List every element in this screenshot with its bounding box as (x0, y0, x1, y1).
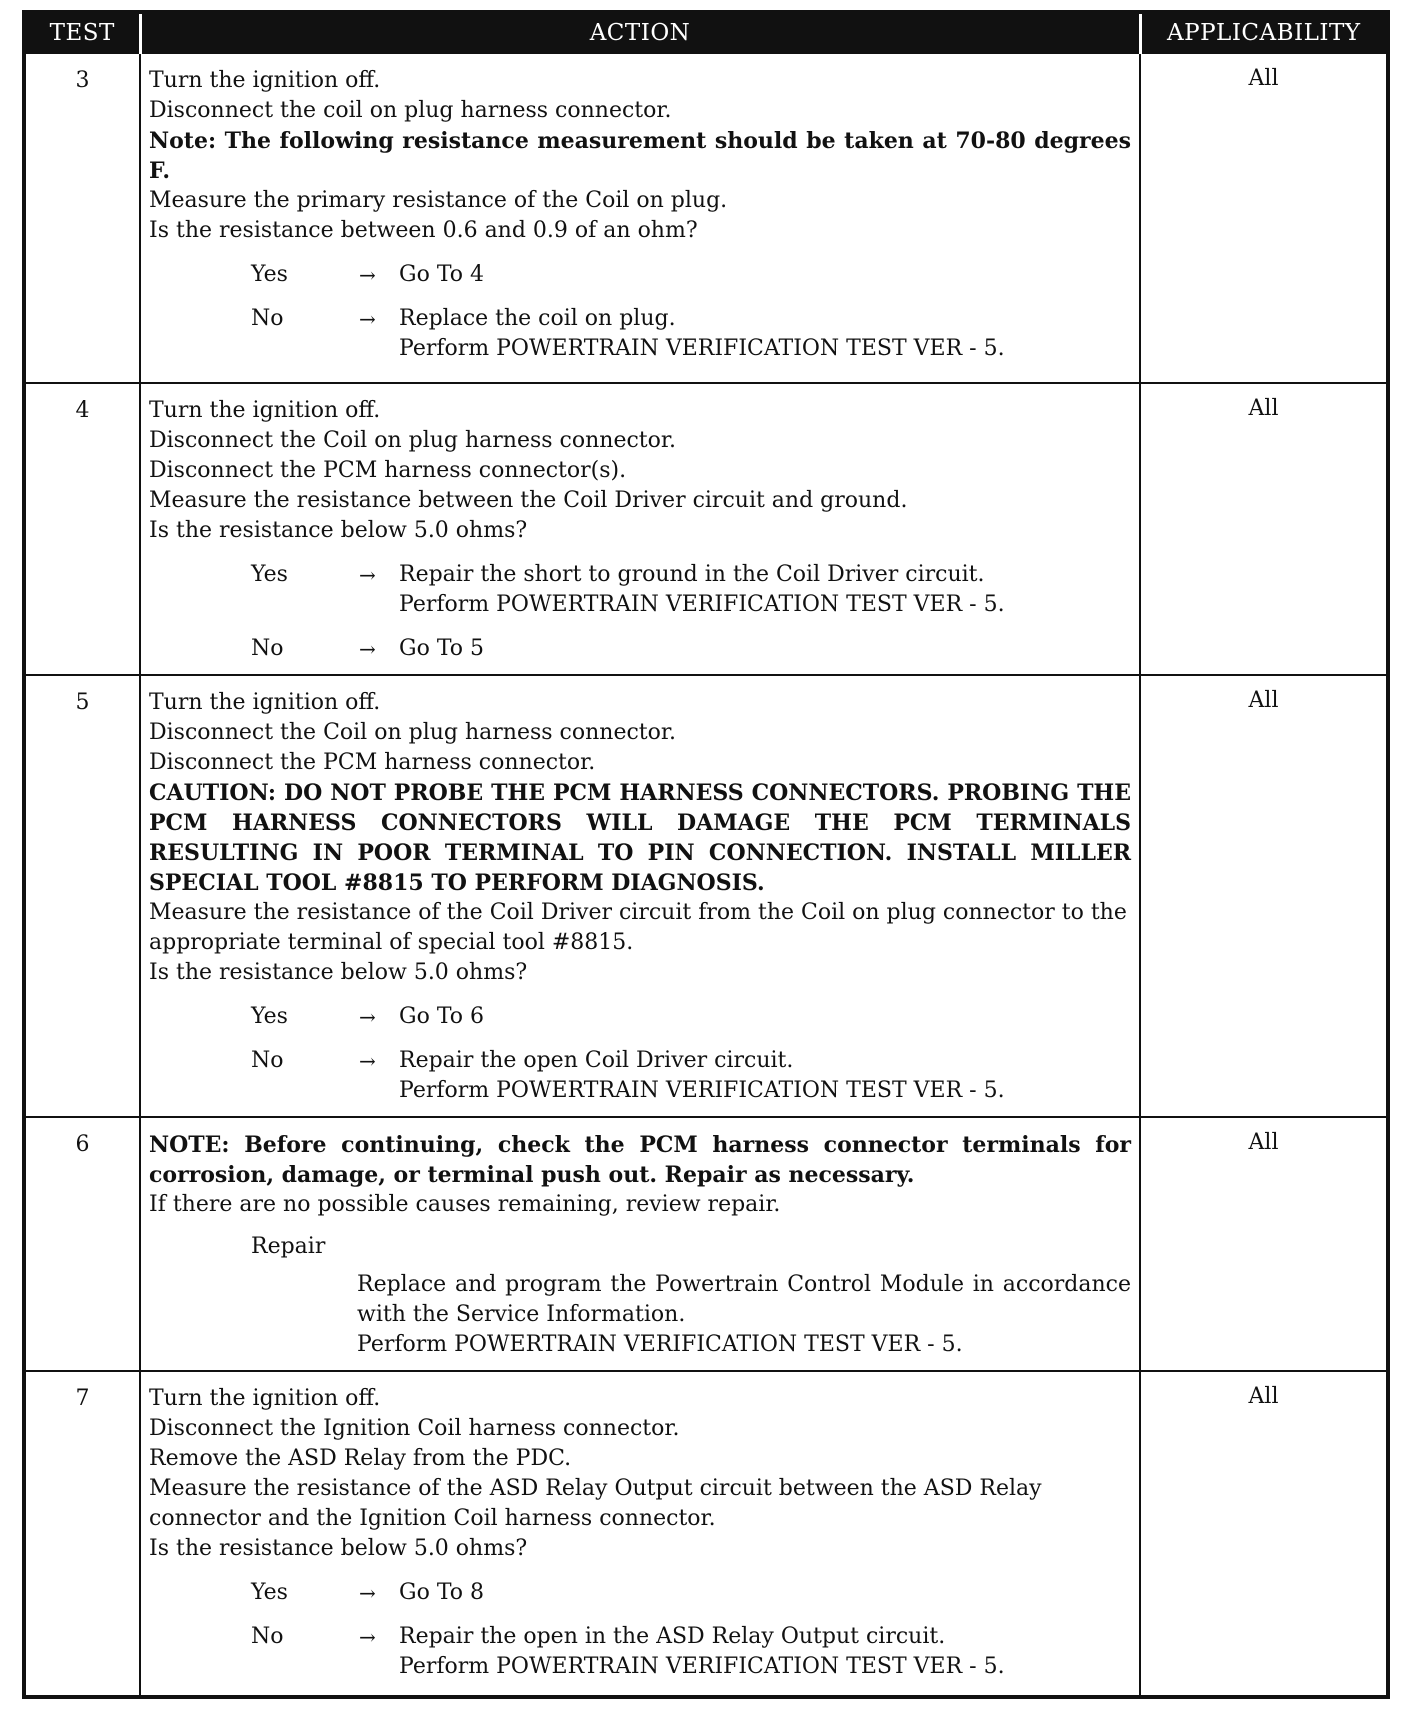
result-line: Perform POWERTRAIN VERIFICATION TEST VER - 5. (399, 592, 1005, 617)
table-row (24, 383, 1388, 675)
instruction-text: Is the resistance below 5.0 ohms? (149, 960, 528, 985)
choice-no (149, 1046, 1131, 1106)
action-cell (140, 1117, 1140, 1371)
choice-label: No (251, 636, 284, 661)
instruction-text: If there are no possible causes remaining, review repair. (149, 1192, 781, 1217)
choice-result (399, 1046, 1131, 1106)
instruction-text: Turn the ignition off. (149, 1386, 381, 1411)
table-row (24, 675, 1388, 1117)
test-number: 5 (24, 675, 140, 1117)
instruction-text: Remove the ASD Relay from the PDC. (149, 1446, 572, 1471)
repair-label: Repair (251, 1234, 326, 1259)
choice-label: Yes (251, 1580, 288, 1605)
result-line: Go To 6 (399, 1004, 485, 1029)
applicability-value: All (1140, 1117, 1388, 1371)
choice-label: Yes (251, 562, 288, 587)
result-line: Go To 4 (399, 262, 485, 287)
result-line: Repair the open Coil Driver circuit. (399, 1048, 794, 1073)
action-cell (140, 675, 1140, 1117)
instruction-text: Disconnect the Ignition Coil harness connector. (149, 1416, 680, 1441)
action-cell (140, 383, 1140, 675)
arrow-right-icon: → (359, 1625, 376, 1649)
table-row (24, 53, 1388, 383)
arrow-right-icon: → (359, 1005, 376, 1029)
table-row (24, 1117, 1388, 1371)
result-line: Perform POWERTRAIN VERIFICATION TEST VER - 5. (399, 1078, 1005, 1103)
header-test: TEST (24, 12, 140, 53)
arrow-right-icon: → (359, 1049, 376, 1073)
test-number: 7 (24, 1371, 140, 1697)
choice-result (399, 304, 1131, 364)
result-line: Go To 5 (399, 636, 485, 661)
result-line: Replace the coil on plug. (399, 306, 676, 331)
test-number: 4 (24, 383, 140, 675)
choice-label: No (251, 306, 284, 331)
applicability-value: All (1140, 383, 1388, 675)
instruction-text: Is the resistance below 5.0 ohms? (149, 1536, 528, 1561)
choice-result (399, 1622, 1131, 1682)
repair-body (251, 1270, 1131, 1360)
table-row (24, 1371, 1388, 1697)
repair-line: Perform POWERTRAIN VERIFICATION TEST VER - 5. (357, 1332, 963, 1357)
choice-label: Yes (251, 262, 288, 287)
arrow-right-icon: → (359, 307, 376, 331)
note-text: NOTE: Before continuing, check the PCM harness connector terminals for corrosion, damage, or terminal push out. Repair as necessary. (149, 1132, 1131, 1188)
applicability-value: All (1140, 675, 1388, 1117)
action-cell (140, 53, 1140, 383)
choice-result (399, 260, 1131, 290)
repair-line: Replace and program the Powertrain Control Module in accordance with the Service Information. (357, 1272, 1131, 1327)
instruction-text: Measure the resistance between the Coil Driver circuit and ground. (149, 488, 908, 513)
choice-result (399, 1002, 1131, 1032)
instruction-text: Disconnect the Coil on plug harness connector. (149, 720, 676, 745)
result-line: Repair the open in the ASD Relay Output circuit. (399, 1624, 946, 1649)
document-page (22, 10, 1386, 1722)
note-text: CAUTION: DO NOT PROBE THE PCM HARNESS CONNECTORS. PROBING THE PCM HARNESS CONNECTORS WILL DAMAGE THE PCM TERMINALS RESULTING IN POOR TERMINAL TO PIN CONNECTION. INSTALL MILLER SPECIAL TOOL #8815 TO PERFORM DIAGNOSIS. (149, 780, 1131, 896)
instruction-text: Measure the resistance of the Coil Driver circuit from the Coil on plug connector to the appropriate terminal of special tool #8815. (149, 900, 1127, 955)
table-header-row (24, 12, 1388, 53)
choice-result (399, 1578, 1131, 1608)
instruction-text: Turn the ignition off. (149, 68, 381, 93)
arrow-right-icon: → (359, 1581, 376, 1605)
choice-no (149, 304, 1131, 364)
instruction-text: Disconnect the Coil on plug harness connector. (149, 428, 676, 453)
arrow-right-icon: → (359, 637, 376, 661)
result-line: Repair the short to ground in the Coil Driver circuit. (399, 562, 985, 587)
instruction-text: Disconnect the PCM harness connector(s). (149, 458, 627, 483)
arrow-right-icon: → (359, 563, 376, 587)
choice-result (399, 634, 1131, 664)
instruction-text: Is the resistance between 0.6 and 0.9 of an ohm? (149, 218, 698, 243)
action-cell (140, 1371, 1140, 1697)
arrow-right-icon: → (359, 263, 376, 287)
choice-label: Yes (251, 1004, 288, 1029)
test-number: 3 (24, 53, 140, 383)
header-action: ACTION (140, 12, 1140, 53)
instruction-text: Disconnect the coil on plug harness connector. (149, 98, 672, 123)
choice-label: No (251, 1048, 284, 1073)
choice-result (399, 560, 1131, 620)
diagnostic-table (22, 10, 1390, 1699)
result-line: Go To 8 (399, 1580, 485, 1605)
applicability-value: All (1140, 1371, 1388, 1697)
instruction-text: Turn the ignition off. (149, 398, 381, 423)
instruction-text: Measure the primary resistance of the Coil on plug. (149, 188, 728, 213)
choice-yes (149, 260, 1131, 290)
repair-block (149, 1232, 1131, 1360)
header-applicability: APPLICABILITY (1140, 12, 1388, 53)
note-text: Note: The following resistance measurement should be taken at 70-80 degrees F. (149, 128, 1131, 184)
applicability-value: All (1140, 53, 1388, 383)
choice-no (149, 1622, 1131, 1682)
choice-yes (149, 1578, 1131, 1608)
choice-no (149, 634, 1131, 664)
table-body (24, 53, 1388, 1697)
choice-yes (149, 1002, 1131, 1032)
instruction-text: Disconnect the PCM harness connector. (149, 750, 596, 775)
instruction-text: Turn the ignition off. (149, 690, 381, 715)
result-line: Perform POWERTRAIN VERIFICATION TEST VER - 5. (399, 1654, 1005, 1679)
instruction-text: Is the resistance below 5.0 ohms? (149, 518, 528, 543)
test-number: 6 (24, 1117, 140, 1371)
choice-label: No (251, 1624, 284, 1649)
instruction-text: Measure the resistance of the ASD Relay Output circuit between the ASD Relay connector and the Ignition Coil harness connector. (149, 1476, 1042, 1531)
result-line: Perform POWERTRAIN VERIFICATION TEST VER - 5. (399, 336, 1005, 361)
choice-yes (149, 560, 1131, 620)
